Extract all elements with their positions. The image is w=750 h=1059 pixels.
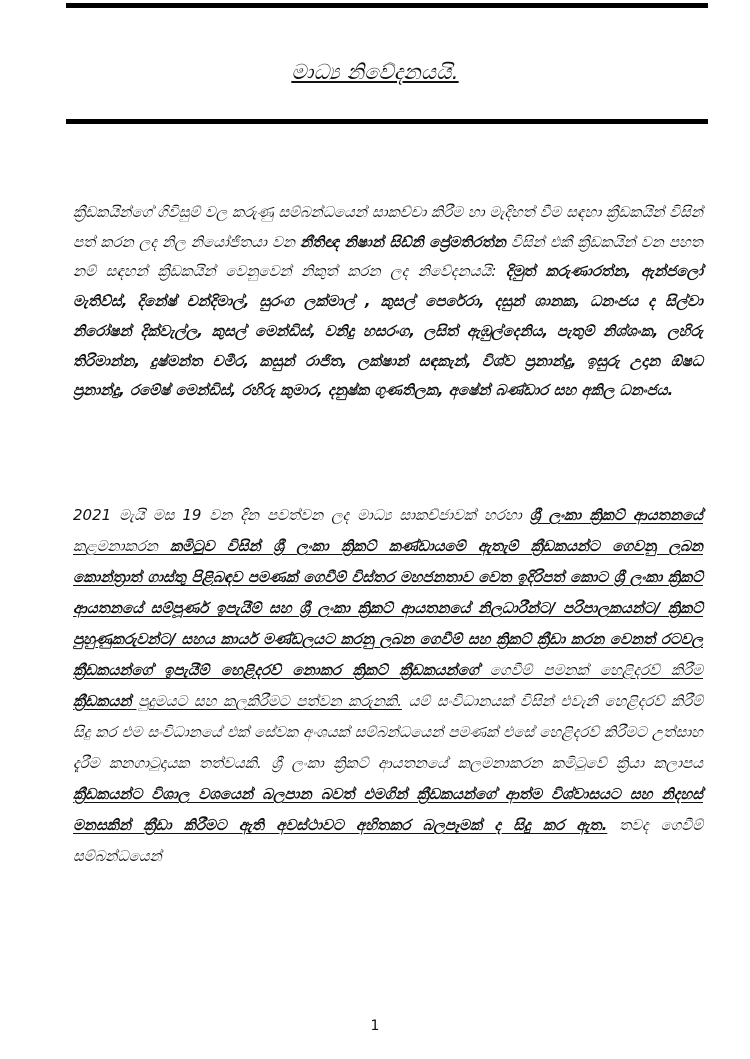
text-run: ක්‍රීඩකයින්ගේ ගිවිසුම් වල කරුණු සම්බන්ධයෙන් සාකච්චා කිරීම හා මැදිහත් වීම සඳහා ක්‍රීඩකයින් විසින් පත් කරන ලද නිල නියෝජිතයා වන [73, 203, 703, 251]
text-run: විසින් එකී ක්‍රීඩකයින් වන පහත නම් සඳහන් ක්‍රීඩකයින් වෙනුවෙන් නිකුත් කරන ලද නිවේදනයයි: [73, 232, 703, 281]
statement-paragraph-2 [73, 500, 703, 872]
text-run: තවද ගෙවීම් සම්බන්ධයෙන් [73, 816, 703, 865]
document-title: මාධ්‍ය නිවේදනයයි. [291, 60, 459, 84]
text-run: 2021 මැයි මස 19 වන දින පවත්වන ලද මාධ්‍ය සාකච්ජාවක් හරහා [73, 506, 530, 524]
text-run-emphasis: ක්‍රීඩකයන් [73, 692, 132, 710]
statement-paragraph-1 [73, 198, 703, 406]
representative-name: නීතිඥ නිෂාන් සිඩ්නි ප්‍රේමතිරත්න [300, 232, 506, 251]
player-names: දිමුත් කරුණාරත්න, ඇන්ජලෝ මැතිව්ස්, දිනේෂ් චන්දිමාල්, සුරංග ලක්මාල් , කුසල් පෙරේරා, දසුන් ශානක, ධනංජය ද සිල්වා නිරෝෂන් දික්වැල්ල, කුසල් මෙන්ඩිස්, වනිදු හසරංග, ලසිත් ඇඹුල්දෙනිය, පැතුම් නිශ්ශංක, ලහිරු තිරිමාන්න, දුෂ්මන්ත චමීර, කසුන් රාජිත, ලක්ෂාන් සඳකැන්, විශ්ව ප්‍රනාන්දු, ඉසුරු උදාන ඕෂධ ප්‍රනාන්දු, රමේෂ් මෙන්ඩිස්, රහිරු කුමාර, දනුෂ්ක ගුණතිලක, අෂේන් බණ්ඩාර සහ අකිල ධනංජය. [73, 262, 704, 400]
text-run: ගෙවීම් පමනක් හෙළිදරව් කිරීම [478, 661, 703, 679]
text-run: පුදුමයට සහ කලකිරීමට පත්වන කරුනකි. [131, 692, 402, 710]
text-run-emphasis: ශ්‍රී ලංකා ක්‍රිකට් ආයතනයේ [529, 506, 703, 524]
top-rule [66, 3, 708, 8]
title-rule [66, 119, 708, 124]
page-number: 1 [370, 1018, 380, 1034]
text-run: යම් සංවිධානයක් විසින් එවැනි හෙළිදරව් කිරීම් සිදු කර එම සංවිධානයේ එක් සේවක අංශයක් සම්බන්ධයෙන් පමණක් එසේ හෙළිදරව් කිරීමට උත්සාහ දැරීම කනගාටුදායක තත්වයකි. ශ්‍රී ලංකා ක්‍රිකට් ආයතනයේ කලමනාකරන කමිටුවේ ක්‍රියා කලාපය [73, 692, 703, 772]
text-run-emphasis: ක්‍රීඩකයන්ට විශාල වශයෙන් බලපාන බවත් එමගින් ක්‍රීඩකයන්ගේ ආත්ම විශ්වාසයට සහ නිදහස් මනසකින් ක්‍රීඩා කිරීමට ඇති අවස්ථාවට අහිතකර බලපෑමක් ද සිදු කර ඇත. [73, 785, 703, 834]
text-run: කළමනාකරන [73, 537, 170, 555]
text-run-emphasis: කමිටුව විසින් ශ්‍රී ලංකා ක්‍රිකට් කණ්ඩායමේ ඇතැම් ක්‍රීඩකයන්ට ගෙවනු ලබන කොන්ත්‍රාත් ගාස්තු පිළිබඳව පමණක් ගෙවීම් විස්තර මහජනතාව වෙත ඉදිරිපත් කොට ශ්‍රී ලංකා ක්‍රිකට් ආයතනයේ සම්පූර්ණ ඉපැයීම් සහ ශ්‍රී ලංකා ක්‍රිකට් ආයතනයේ නිලධාරීන්ට/ පරිපාලකයන්ට/ ක්‍රිකට් පුහුණුකරුවන්ට/ සහය කාර්ය මණ්ඩලයට කරනු ලබන ගෙවීම් සහ ක්‍රිකට් ක්‍රීඩා කරන වෙනත් රටවල ක්‍රීඩකයන්ගේ ඉපැයීම් හෙළිදරව් නොකර ක්‍රිකට් ක්‍රීඩකයන්ගේ [73, 537, 703, 679]
